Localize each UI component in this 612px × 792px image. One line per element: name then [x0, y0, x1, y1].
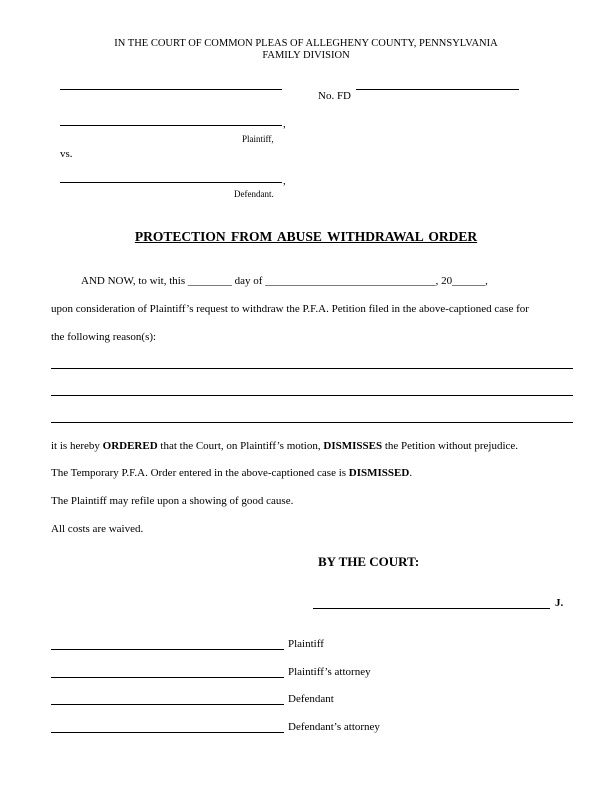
reason-line-3[interactable] [51, 422, 573, 423]
defendant-label: Defendant. [234, 189, 274, 199]
plaintiff-attorney-signature-label: Plaintiff’s attorney [288, 666, 371, 678]
ordered-pre-text: it is hereby [51, 440, 103, 452]
plaintiff-comma: , [283, 118, 286, 130]
ordered-bold-text: ORDERED [102, 440, 158, 452]
document-title: PROTECTION FROM ABUSE WITHDRAWAL ORDER [134, 229, 478, 244]
defendant-comma: , [283, 175, 286, 187]
case-number-line[interactable] [356, 89, 519, 90]
plaintiff-signature-label: Plaintiff [288, 638, 324, 650]
defendant-attorney-signature-label: Defendant’s attorney [288, 721, 380, 733]
dismisses-bold-text: DISMISSES [323, 440, 383, 452]
dismissed-bold-text: DISMISSED [348, 467, 410, 479]
defendant-name-line[interactable] [60, 182, 282, 183]
costs-paragraph: All costs are waived. [51, 523, 144, 535]
plaintiff-name-line-1[interactable] [60, 89, 282, 90]
ordered-post-text: the Petition without prejudice. [382, 440, 519, 452]
and-now-line: AND NOW, to wit, this ________ day of _______________________________, 20______, [81, 275, 488, 287]
temp-pre-text: The Temporary P.F.A. Order entered in the above-captioned case is [51, 467, 349, 479]
reason-line-2[interactable] [51, 395, 573, 396]
versus-label: vs. [60, 148, 73, 160]
ordered-paragraph [51, 440, 518, 452]
plaintiff-label: Plaintiff, [242, 134, 274, 144]
by-the-court-heading: BY THE COURT: [318, 554, 420, 569]
division-line: FAMILY DIVISION [262, 50, 350, 61]
plaintiff-signature-line[interactable] [51, 649, 284, 650]
temporary-order-paragraph [51, 467, 412, 479]
plaintiff-name-line-2[interactable] [60, 125, 282, 126]
judge-suffix: J. [555, 597, 564, 609]
judge-signature-line[interactable] [313, 608, 550, 609]
reasons-label: the following reason(s): [51, 331, 157, 343]
defendant-attorney-signature-line[interactable] [51, 732, 284, 733]
defendant-signature-line[interactable] [51, 704, 284, 705]
case-number-label: No. FD [318, 90, 352, 102]
reason-line-1[interactable] [51, 368, 573, 369]
plaintiff-attorney-signature-line[interactable] [51, 677, 284, 678]
defendant-signature-label: Defendant [288, 693, 334, 705]
consideration-line: upon consideration of Plaintiff’s request to withdraw the P.F.A. Petition filed in the above-captioned case for [51, 303, 529, 315]
ordered-mid-text: that the Court, on Plaintiff’s motion, [157, 440, 324, 452]
refile-paragraph: The Plaintiff may refile upon a showing of good cause. [51, 495, 294, 507]
court-name-line: IN THE COURT OF COMMON PLEAS OF ALLEGHENY COUNTY, PENNSYLVANIA [114, 38, 498, 49]
temp-post-text: . [409, 467, 413, 479]
